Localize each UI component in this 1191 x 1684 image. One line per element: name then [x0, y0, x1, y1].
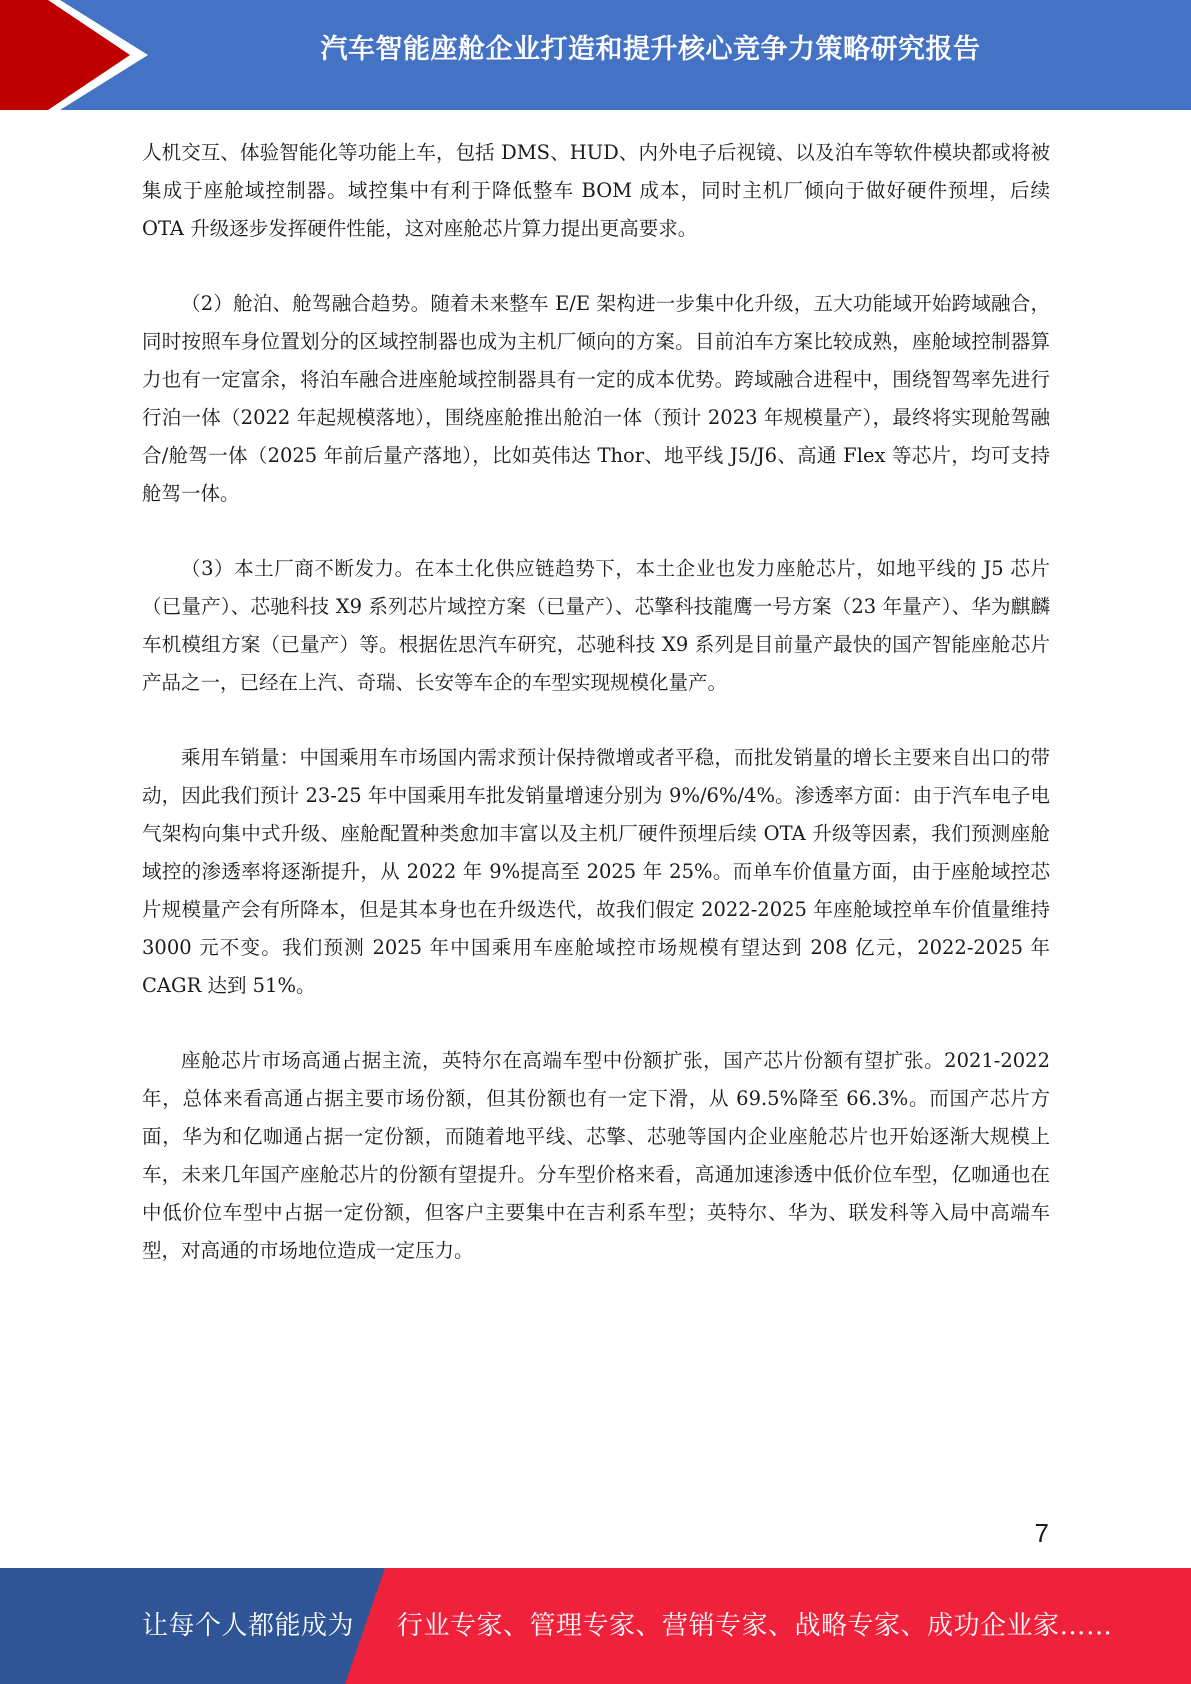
paragraph-vehicle-sales: 乘用车销量：中国乘用车市场国内需求预计保持微增或者平稳，而批发销量的增长主要来自出口的带动，因此我们预计 23-25 年中国乘用车批发销量增速分别为 9%/6%/4%。渗透率方面：由于汽车电子电气架构向集中式升级、座舱配置种类愈加丰富以及主机厂硬件预埋后续 OTA 升级等因素，我们预测座舱域控的渗透率将逐渐提升，从 2022 年 9%提高至 2025 年 25%。而单车价值量方面，由于座舱域控芯片规模量产会有所降本，但是其本身也在升级迭代，故我们假定 2022-2025 年座舱域控单车价值量维持 3000 元不变。我们预测 2025 年中国乘用车座舱域控市场规模有望达到 208 亿元，2022-2025 年 CAGR 达到 51%。: [142, 746, 1050, 997]
footer-slogan-left: 让每个人都能成为: [142, 1611, 355, 1641]
paragraph-local-vendors: （3）本土厂商不断发力。在本土化供应链趋势下，本土企业也发力座舱芯片，如地平线的 J5 芯片（已量产）、芯驰科技 X9 系列芯片域控方案（已量产）、芯擎科技龍鹰一号方案（23 年量产）、华为麒麟车机模组方案（已量产）等。根据佐思汽车研究，芯驰科技 X9 系列是目前量产最快的国产智能座舱芯片产品之一，已经在上汽、奇瑞、长安等车企的车型实现规模化量产。: [142, 557, 1050, 694]
page-footer: [0, 1568, 1191, 1684]
header-arrow-icon: [0, 0, 160, 110]
footer-slogan-right: 行业专家、管理专家、营销专家、战略专家、成功企业家……: [397, 1611, 1113, 1641]
page-header: [0, 0, 1191, 110]
page-number: 7: [1034, 1518, 1049, 1548]
report-title: 汽车智能座舱企业打造和提升核心竞争力策略研究报告: [320, 34, 981, 65]
paragraph-chip-market: 座舱芯片市场高通占据主流，英特尔在高端车型中份额扩张，国产芯片份额有望扩张。2021-2022 年，总体来看高通占据主要市场份额，但其份额也有一定下滑，从 69.5%降至 66.3%。而国产芯片方面，华为和亿咖通占据一定份额，而随着地平线、芯擎、芯驰等国内企业座舱芯片也开始逐渐大规模上车，未来几年国产座舱芯片的份额有望提升。分车型价格来看，高通加速渗透中低价位车型，亿咖通也在中低价位车型中占据一定份额，但客户主要集中在吉利系车型；英特尔、华为、联发科等入局中高端车型，对高通的市场地位造成一定压力。: [142, 1049, 1050, 1262]
paragraph-fusion-trend: （2）舱泊、舱驾融合趋势。随着未来整车 E/E 架构进一步集中化升级，五大功能域开始跨域融合，同时按照车身位置划分的区域控制器也成为主机厂倾向的方案。目前泊车方案比较成熟，座舱域控制器算力也有一定富余，将泊车融合进座舱域控制器具有一定的成本优势。跨域融合进程中，围绕智驾率先进行行泊一体（2022 年起规模落地），围绕座舱推出舱泊一体（预计 2023 年规模量产），最终将实现舱驾融合/舱驾一体（2025 年前后量产落地），比如英伟达 Thor、地平线 J5/J6、高通 Flex 等芯片，均可支持舱驾一体。: [142, 292, 1050, 505]
paragraph-intro: 人机交互、体验智能化等功能上车，包括 DMS、HUD、内外电子后视镜、以及泊车等软件模块都或将被集成于座舱域控制器。域控集中有利于降低整车 BOM 成本，同时主机厂倾向于做好硬件预埋，后续 OTA 升级逐步发挥硬件性能，这对座舱芯片算力提出更高要求。: [142, 141, 1050, 240]
main-content: [142, 134, 1050, 1307]
